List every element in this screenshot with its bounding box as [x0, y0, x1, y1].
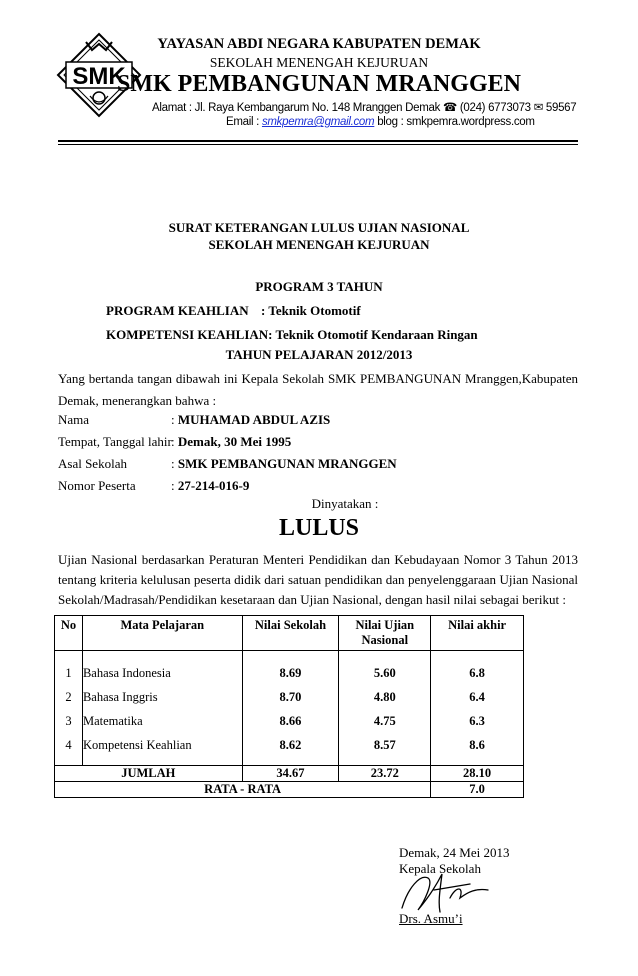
total-school-score: 34.67 — [242, 766, 339, 782]
exam-number-value: : 27-214-016-9 — [171, 478, 250, 493]
row-no: 3 — [55, 709, 83, 733]
header-national-score: Nilai Ujian Nasional — [339, 616, 431, 651]
row-final-score: 6.4 — [431, 685, 524, 709]
row-school-score: 8.69 — [242, 661, 339, 685]
school-name: SMK PEMBANGUNAN MRANGGEN — [117, 71, 521, 97]
foundation-name: YAYASAN ABDI NEGARA KABUPATEN DEMAK — [157, 36, 481, 52]
result-status: LULUS — [278, 515, 360, 541]
row-school-score: 8.62 — [242, 733, 339, 757]
average-label: RATA - RATA — [55, 782, 431, 798]
school-text: SMK PEMBANGUNAN MRANGGEN — [177, 456, 397, 471]
phone-number: (024) 6773073 — [456, 102, 534, 114]
total-national-score: 23.72 — [339, 766, 431, 782]
birth-label: Tempat, Tanggal lahir — [58, 434, 172, 449]
postal-code: 59567 — [543, 102, 577, 114]
regulation-paragraph: Ujian Nasional berdasarkan Peraturan Menteri Pendidikan dan Kebudayaan Nomor 3 Tahun 2013 tentang kriteria kelulusan peserta didik dari satuan pendidikan dan penyelenggaraan Ujian Nasional Sekolah/Madrasah/Pendidikan kesetaraan dan Ujian Nasional, dengan hasil nilai sebagai berikut : — [58, 552, 578, 607]
letterhead-rule-thin — [58, 144, 578, 145]
table-row — [55, 661, 524, 685]
total-final-score: 28.10 — [431, 766, 524, 782]
total-row — [55, 766, 524, 782]
blog-text: blog : smkpemra.wordpress.com — [374, 116, 535, 128]
document-title: SURAT KETERANGAN LULUS UJIAN NASIONAL — [168, 220, 470, 235]
document-subtitle: SEKOLAH MENENGAH KEJURUAN — [208, 237, 430, 252]
row-no: 2 — [55, 685, 83, 709]
kompetensi-keahlian: KOMPETENSI KEAHLIAN: Teknik Otomotif Kendaraan Ringan — [106, 327, 478, 342]
name-label: Nama — [58, 412, 90, 427]
birth-text: Demak, 30 Mei 1995 — [177, 434, 292, 449]
row-national-score: 5.60 — [339, 661, 431, 685]
table-row — [55, 685, 524, 709]
row-national-score: 8.57 — [339, 733, 431, 757]
row-subject: Matematika — [82, 709, 242, 733]
row-school-score: 8.70 — [242, 685, 339, 709]
row-subject: Bahasa Indonesia — [82, 661, 242, 685]
exam-number-label: Nomor Peserta — [58, 478, 136, 493]
grades-table — [54, 615, 524, 798]
email-link[interactable]: smkpemra@gmail.com — [261, 116, 375, 128]
email-label: Email : — [226, 116, 262, 128]
declared-text: Dinyatakan : — [311, 496, 379, 511]
svg-text:SMK: SMK — [72, 63, 126, 90]
header-final-score: Nilai akhir — [431, 616, 524, 651]
academic-year: TAHUN PELAJARAN 2012/2013 — [225, 347, 413, 362]
row-national-score: 4.75 — [339, 709, 431, 733]
table-header-row — [55, 616, 524, 651]
program-duration: PROGRAM 3 TAHUN — [255, 279, 383, 294]
row-school-score: 8.66 — [242, 709, 339, 733]
signature-place-date: Demak, 24 Mei 2013 — [399, 845, 510, 860]
program-keahlian-label: PROGRAM KEAHLIAN — [106, 303, 249, 318]
address-text: Alamat : Jl. Raya Kembangarum No. 148 Mranggen Demak — [152, 102, 443, 114]
table-row — [55, 709, 524, 733]
handwritten-signature — [398, 868, 498, 916]
school-contact — [226, 116, 535, 128]
row-no: 1 — [55, 661, 83, 685]
table-row — [55, 733, 524, 757]
name-value: : MUHAMAD ABDUL AZIS — [171, 412, 331, 427]
school-label: Asal Sekolah — [58, 456, 127, 471]
school-value: : SMK PEMBANGUNAN MRANGGEN — [171, 456, 397, 471]
row-final-score: 6.3 — [431, 709, 524, 733]
name-text: MUHAMAD ABDUL AZIS — [177, 412, 331, 427]
header-school-score: Nilai Sekolah — [242, 616, 339, 651]
total-label: JUMLAH — [55, 766, 243, 782]
telephone-icon: ☎ — [442, 102, 457, 114]
principal-name: Drs. Asmu’i — [399, 911, 463, 926]
intro-paragraph: Yang bertanda tangan dibawah ini Kepala Sekolah SMK PEMBANGUNAN Mranggen,Kabupaten Demak, menerangkan bahwa : — [58, 371, 578, 408]
school-level: SEKOLAH MENENGAH KEJURUAN — [209, 55, 429, 70]
row-final-score: 6.8 — [431, 661, 524, 685]
row-final-score: 8.6 — [431, 733, 524, 757]
exam-number-text: 27-214-016-9 — [177, 478, 250, 493]
average-row — [55, 782, 524, 798]
envelope-icon: ✉ — [533, 102, 543, 114]
program-keahlian-value: : Teknik Otomotif — [261, 303, 361, 318]
header-no: No — [55, 616, 83, 651]
average-final-score: 7.0 — [431, 782, 524, 798]
signature-title: Kepala Sekolah — [399, 861, 481, 876]
row-subject: Bahasa Inggris — [82, 685, 242, 709]
row-no: 4 — [55, 733, 83, 757]
school-address — [152, 100, 576, 114]
row-national-score: 4.80 — [339, 685, 431, 709]
letterhead-rule-thick — [58, 140, 578, 142]
row-subject: Kompetensi Keahlian — [82, 733, 242, 757]
header-subject: Mata Pelajaran — [82, 616, 242, 651]
birth-value: : Demak, 30 Mei 1995 — [171, 434, 292, 449]
